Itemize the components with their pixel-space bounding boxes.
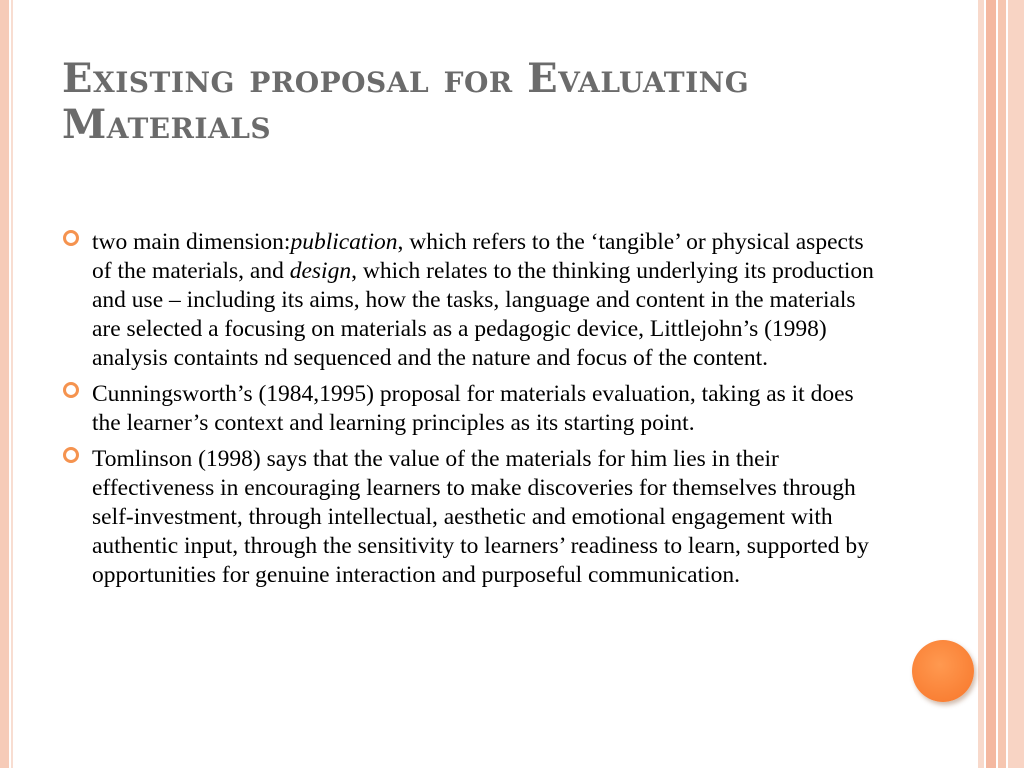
bullet-item <box>62 228 874 373</box>
circle-bullet-icon <box>63 447 79 463</box>
bullet-text: Tomlinson (1998) says that the value of the materials for him lies in their effectiveness in encouraging learners to make discoveries for themselves through self-investment, through intellectual, aesthetic and emotional engagement with authentic input, through the sensitivity to learners’ readiness to learn, supported by opportunities for genuine interaction and purposeful communication. <box>92 446 869 588</box>
bullet-item <box>62 380 874 438</box>
bullet-text-part: two main dimension: <box>92 229 291 255</box>
orange-orb-icon <box>912 640 974 702</box>
left-frame-line <box>11 0 13 768</box>
slide-title: Existing proposal for Evaluating Materials <box>62 55 750 148</box>
slide-body <box>62 228 874 597</box>
bullet-text <box>92 229 874 371</box>
emphasis-publication: publication <box>290 229 398 255</box>
emphasis-design: design <box>289 258 352 284</box>
right-frame-bar <box>986 0 996 768</box>
left-frame-bar <box>0 0 9 768</box>
circle-bullet-icon <box>63 230 79 246</box>
right-frame-bar <box>1008 0 1024 768</box>
bullet-text-part: , which refers to the ‘tangible’ or physical aspects of the materials, and <box>92 229 864 284</box>
bullet-item <box>62 445 874 590</box>
right-frame-bar <box>978 0 984 768</box>
bullet-text-part: , which relates to the thinking underlying its production and use – including its aims, how the tasks, language and content in the materials are selected a focusing on materials as a pedagogic device, Littlejohn’s (1998) analysis containts nd sequenced and the nature and focus of the content. <box>92 258 874 371</box>
right-frame-bar <box>998 0 1006 768</box>
bullet-text: Cunningsworth’s (1984,1995) proposal for materials evaluation, taking as it does the learner’s context and learning principles as its starting point. <box>92 381 854 436</box>
circle-bullet-icon <box>63 382 79 398</box>
